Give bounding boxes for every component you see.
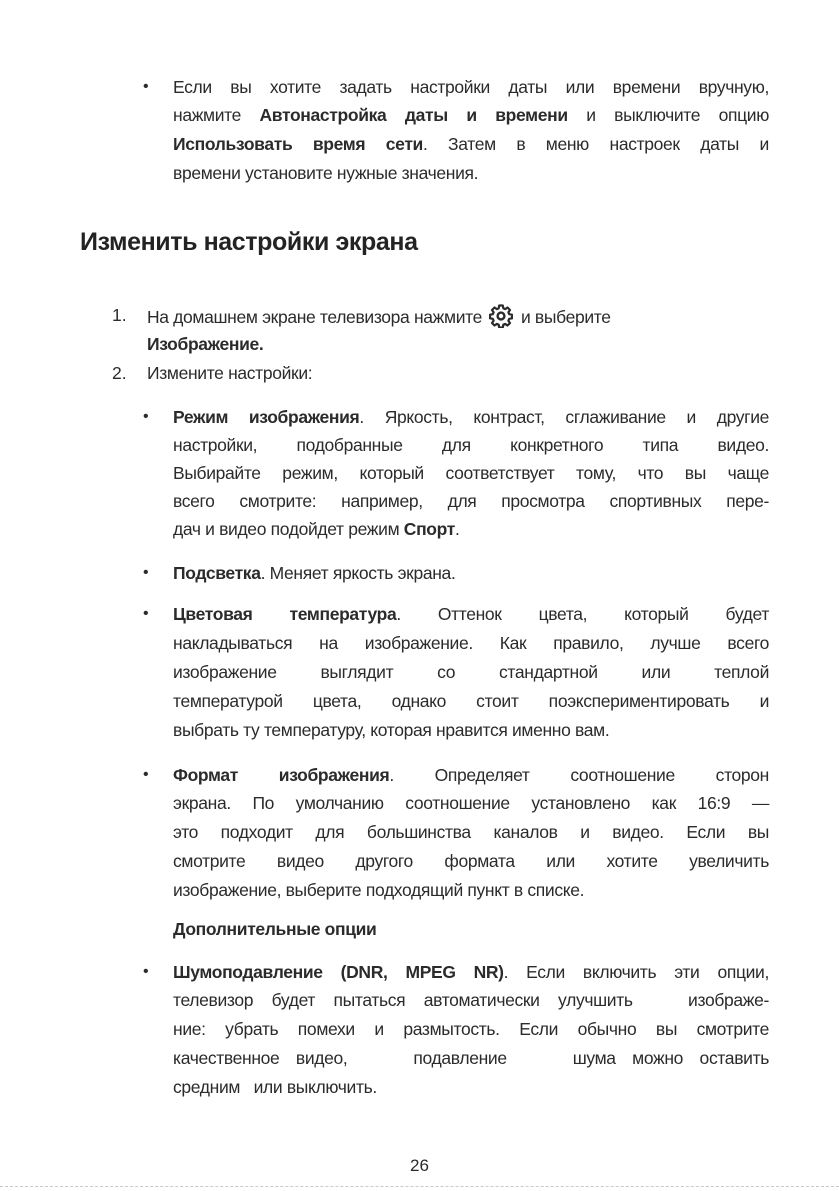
- setting-noise-line-2: телевизор будет пытаться автоматически улучшить изображе-: [173, 990, 769, 1010]
- step-number: 1.: [112, 305, 127, 325]
- option-network-time: Использовать время сети: [173, 134, 423, 154]
- text: дач и видео подойдет режим: [173, 519, 400, 539]
- text: и выключите опцию: [567, 105, 770, 125]
- text: Яркость, контраст, сглаживание и другие: [384, 407, 770, 427]
- page-number: 26: [410, 1156, 429, 1175]
- text: и выберите: [521, 307, 611, 327]
- setting-aspect-line-3: это подходит для большинства каналов и видео. Если вы: [173, 822, 769, 842]
- text: Если включить эти опции,: [526, 962, 769, 982]
- step-number: 2.: [112, 363, 127, 383]
- bullet-marker: •: [143, 766, 149, 783]
- setting-color-temp-line-1: Цветовая температура. Оттенок цвета, который будет: [173, 604, 769, 624]
- bullet-marker: •: [143, 408, 149, 425]
- intro-line-4: [173, 162, 769, 184]
- text: .: [258, 334, 264, 354]
- text: На домашнем экране телевизора нажмите: [147, 307, 482, 327]
- setting-backlight-line-1: Подсветка. Меняет яркость экрана.: [173, 563, 456, 583]
- step-1-line-1: [147, 304, 743, 328]
- step-1-line-2: [147, 333, 743, 355]
- setting-picture-mode-line-4: всего смотрите: например, для просмотра спортивных пере-: [173, 491, 769, 511]
- text: Если вы хотите задать настройки даты или времени вручную,: [173, 77, 769, 97]
- setting-aspect-line-1: Формат изображения. Определяет соотношение сторон: [173, 765, 769, 785]
- intro-line-1: [173, 76, 769, 98]
- text: Оттенок цвета, который будет: [437, 604, 769, 624]
- menu-item-picture: Изображение: [147, 334, 259, 354]
- setting-title-picture-mode: Режим изображения: [173, 407, 360, 427]
- setting-title-color-temperature: Цветовая температура: [173, 604, 397, 624]
- text: .: [454, 519, 460, 539]
- bullet-marker: •: [143, 78, 149, 95]
- bullet-marker: •: [143, 605, 149, 622]
- setting-color-temp-line-4: температурой цвета, однако стоит поэкспериментировать и: [173, 691, 769, 711]
- setting-aspect-line-4: смотрите видео другого формата или хотите увеличить: [173, 851, 769, 871]
- setting-title-aspect-ratio: Формат изображения: [173, 765, 390, 785]
- setting-noise-line-1: Шумоподавление (DNR, MPEG NR). Если включить эти опции,: [173, 962, 769, 982]
- page-bottom-edge: [0, 1186, 839, 1187]
- text: времени установите нужные значения.: [173, 163, 479, 183]
- setting-noise-line-3: ние: убрать помехи и размытость. Если обычно вы смотрите: [173, 1019, 769, 1039]
- mode-sport: Спорт: [403, 519, 455, 539]
- setting-aspect-line-5: изображение, выберите подходящий пункт в списке.: [173, 880, 585, 900]
- setting-picture-mode-line-2: настройки, подобранные для конкретного типа видео.: [173, 435, 769, 455]
- setting-picture-mode-line-3: Выбирайте режим, который соответствует тому, что вы чаще: [173, 463, 769, 483]
- subheading-extra-options: Дополнительные опции: [173, 919, 377, 939]
- text: Меняет яркость экрана.: [269, 563, 456, 583]
- setting-noise-line-4: качественное видео, подавление шума можно оставить: [173, 1048, 769, 1068]
- intro-line-3: [173, 133, 769, 155]
- step-2-line: Измените настройки:: [147, 363, 313, 383]
- bullet-marker: •: [143, 963, 149, 980]
- gear-icon: [489, 304, 513, 328]
- bullet-marker: •: [143, 564, 149, 581]
- setting-picture-mode-line-5: [173, 518, 769, 540]
- menu-item-auto-date-time: Автонастройка даты и времени: [259, 105, 568, 125]
- text: . Затем в меню настроек даты и: [422, 134, 769, 154]
- setting-aspect-line-2: экрана. По умолчанию соотношение установлено как 16:9 —: [173, 793, 769, 813]
- setting-noise-line-5: средним или выключить.: [173, 1077, 377, 1097]
- text: нажмите: [173, 105, 260, 125]
- setting-picture-mode-line-1: Режим изображения. Яркость, контраст, сглаживание и другие: [173, 407, 770, 427]
- section-heading: Изменить настройки экрана: [80, 228, 418, 256]
- setting-color-temp-line-5: выбрать ту температуру, которая нравится именно вам.: [173, 720, 610, 740]
- intro-line-2: [173, 104, 769, 126]
- setting-color-temp-line-3: изображение выглядит со стандартной или теплой: [173, 662, 769, 682]
- setting-title-backlight: Подсветка: [173, 563, 261, 583]
- setting-title-noise-reduction: Шумоподавление (DNR, MPEG NR): [173, 962, 504, 982]
- text: Определяет соотношение сторон: [434, 765, 769, 785]
- setting-color-temp-line-2: накладываться на изображение. Как правило, лучше всего: [173, 633, 769, 653]
